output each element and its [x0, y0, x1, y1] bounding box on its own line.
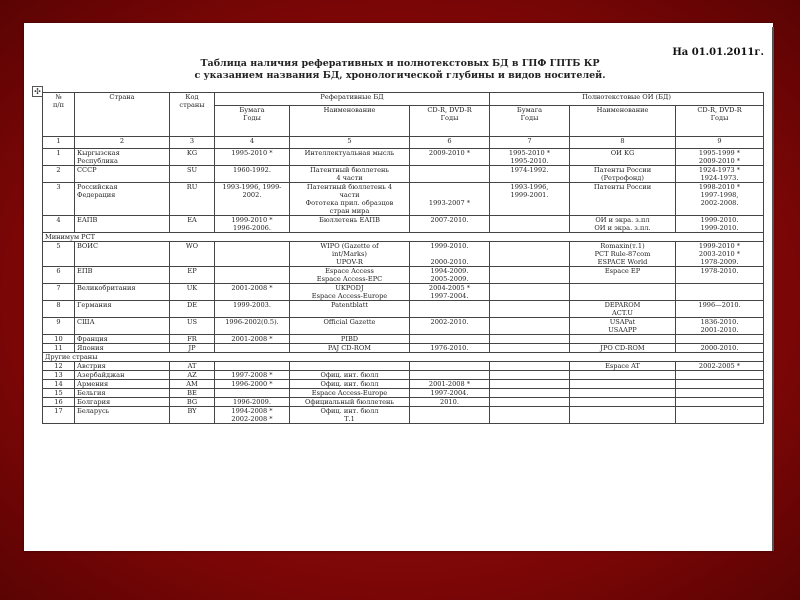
- header-group-full: Полнотекстовые ОИ (БД): [490, 93, 764, 106]
- ref-cd-years: [410, 301, 490, 318]
- ref-db-name: Official Gazette: [290, 318, 410, 335]
- table-row: [43, 344, 764, 353]
- country-cell: Болгария: [75, 398, 170, 407]
- ref-db-name: Espace Access Espace Access-EPC: [290, 267, 410, 284]
- country-code-cell: AZ: [170, 371, 215, 380]
- full-cd-years: [676, 389, 764, 398]
- full-db-name: [570, 380, 676, 389]
- full-paper-years: [490, 407, 570, 424]
- table-row: [43, 407, 764, 424]
- ref-db-name: UKPODJ Espace Access-Europe: [290, 284, 410, 301]
- ref-db-name: Интеллектуальная мысль: [290, 149, 410, 166]
- table-move-handle-icon[interactable]: ✣: [32, 86, 43, 97]
- full-db-name: USAPat USAAPP: [570, 318, 676, 335]
- country-code-cell: KG: [170, 149, 215, 166]
- column-numbers-row: [43, 137, 764, 149]
- ref-cd-years: 2004-2005 * 1997-2004.: [410, 284, 490, 301]
- ref-paper-years: [215, 344, 290, 353]
- country-cell: Япония: [75, 344, 170, 353]
- ref-db-name: Патентный бюллетень 4 части Фототека прил. образцов стран мира: [290, 183, 410, 216]
- ref-paper-years: 1996-2009.: [215, 398, 290, 407]
- table-row: [43, 389, 764, 398]
- header-ref-name: Наименование: [290, 106, 410, 137]
- full-cd-years: 1998-2010 * 1997-1998, 2002-2008.: [676, 183, 764, 216]
- full-cd-years: [676, 398, 764, 407]
- country-code-cell: AM: [170, 380, 215, 389]
- ref-cd-years: 2007-2010.: [410, 216, 490, 233]
- ref-paper-years: 1996-2002(0.5).: [215, 318, 290, 335]
- row-number: 15: [43, 389, 75, 398]
- row-number: 7: [43, 284, 75, 301]
- ref-db-name: [290, 362, 410, 371]
- ref-db-name: PIBD: [290, 335, 410, 344]
- header-country: Страна: [75, 93, 170, 137]
- table-row: [43, 267, 764, 284]
- full-db-name: [570, 371, 676, 380]
- table-row: [43, 380, 764, 389]
- row-number: 12: [43, 362, 75, 371]
- full-db-name: ОИ и экра. з.пл ОИ и экра. з.пл.: [570, 216, 676, 233]
- header-ref-paper: Бумага Годы: [215, 106, 290, 137]
- row-number: 11: [43, 344, 75, 353]
- country-cell: Франция: [75, 335, 170, 344]
- full-paper-years: 1974-1992.: [490, 166, 570, 183]
- country-cell: ВОИС: [75, 242, 170, 267]
- ref-cd-years: [410, 362, 490, 371]
- ref-cd-years: [410, 407, 490, 424]
- full-db-name: [570, 335, 676, 344]
- databases-table: [42, 92, 764, 424]
- country-cell: США: [75, 318, 170, 335]
- full-paper-years: [490, 398, 570, 407]
- full-paper-years: [490, 267, 570, 284]
- country-code-cell: FR: [170, 335, 215, 344]
- full-db-name: Espace EP: [570, 267, 676, 284]
- country-cell: ЕАПВ: [75, 216, 170, 233]
- country-code-cell: DE: [170, 301, 215, 318]
- full-paper-years: [490, 318, 570, 335]
- header-group-ref: Реферативные БД: [215, 93, 490, 106]
- ref-cd-years: 2010.: [410, 398, 490, 407]
- ref-paper-years: [215, 267, 290, 284]
- country-cell: Бельгия: [75, 389, 170, 398]
- ref-paper-years: 1997-2008 *: [215, 371, 290, 380]
- ref-db-name: Patentblatt: [290, 301, 410, 318]
- ref-db-name: Офиц. инт. бюлл: [290, 371, 410, 380]
- section-label: Другие страны: [43, 353, 764, 362]
- full-db-name: Espace AT: [570, 362, 676, 371]
- ref-db-name: Патентный бюллетень 4 части: [290, 166, 410, 183]
- country-code-cell: EP: [170, 267, 215, 284]
- col-number: 7: [490, 137, 570, 149]
- full-cd-years: 1978-2010.: [676, 267, 764, 284]
- ref-cd-years: 1976-2010.: [410, 344, 490, 353]
- table-row: [43, 301, 764, 318]
- full-cd-years: 1924-1973 * 1924-1973.: [676, 166, 764, 183]
- ref-cd-years: 2002-2010.: [410, 318, 490, 335]
- ref-paper-years: 1999-2010 * 1996-2006.: [215, 216, 290, 233]
- row-number: 3: [43, 183, 75, 216]
- country-code-cell: US: [170, 318, 215, 335]
- col-number: 4: [215, 137, 290, 149]
- country-code-cell: UK: [170, 284, 215, 301]
- document-title-line-1: Таблица наличия реферативных и полнотекстовых БД в ГПФ ГПТБ КР: [200, 58, 600, 69]
- ref-paper-years: 1993-1996, 1999- 2002.: [215, 183, 290, 216]
- row-number: 14: [43, 380, 75, 389]
- ref-paper-years: 2001-2008 *: [215, 335, 290, 344]
- full-paper-years: [490, 362, 570, 371]
- full-cd-years: 2000-2010.: [676, 344, 764, 353]
- table-row: [43, 371, 764, 380]
- row-number: 9: [43, 318, 75, 335]
- country-cell: Кыргызская Республика: [75, 149, 170, 166]
- col-number: 2: [75, 137, 170, 149]
- full-paper-years: [490, 242, 570, 267]
- full-cd-years: 1995-1999 * 2009-2010 *: [676, 149, 764, 166]
- country-cell: СССР: [75, 166, 170, 183]
- full-paper-years: [490, 371, 570, 380]
- full-cd-years: 1996—2010.: [676, 301, 764, 318]
- full-db-name: [570, 398, 676, 407]
- col-number: 3: [170, 137, 215, 149]
- row-number: 6: [43, 267, 75, 284]
- table-row: [43, 335, 764, 344]
- full-cd-years: [676, 407, 764, 424]
- full-cd-years: [676, 284, 764, 301]
- col-number: 6: [410, 137, 490, 149]
- ref-db-name: Официальный бюллетень: [290, 398, 410, 407]
- section-label: Минимум PCT: [43, 233, 764, 242]
- full-cd-years: 1836-2010. 2001-2010.: [676, 318, 764, 335]
- row-number: 1: [43, 149, 75, 166]
- ref-paper-years: 1995-2010 *: [215, 149, 290, 166]
- ref-db-name: Espace Access-Europe: [290, 389, 410, 398]
- full-paper-years: [490, 344, 570, 353]
- ref-paper-years: [215, 389, 290, 398]
- full-paper-years: [490, 380, 570, 389]
- country-code-cell: BG: [170, 398, 215, 407]
- country-cell: Азербайджан: [75, 371, 170, 380]
- full-db-name: ОИ KG: [570, 149, 676, 166]
- full-db-name: [570, 284, 676, 301]
- header-no: № п/п: [43, 93, 75, 137]
- row-number: 16: [43, 398, 75, 407]
- ref-paper-years: [215, 242, 290, 267]
- table-row: [43, 216, 764, 233]
- country-cell: Австрия: [75, 362, 170, 371]
- header-full-paper: Бумага Годы: [490, 106, 570, 137]
- full-paper-years: [490, 216, 570, 233]
- row-number: 5: [43, 242, 75, 267]
- full-paper-years: [490, 284, 570, 301]
- ref-paper-years: [215, 362, 290, 371]
- row-number: 17: [43, 407, 75, 424]
- country-code-cell: SU: [170, 166, 215, 183]
- header-full-name: Наименование: [570, 106, 676, 137]
- page-shadow: [772, 27, 774, 551]
- ref-cd-years: 2001-2008 *: [410, 380, 490, 389]
- full-paper-years: [490, 301, 570, 318]
- col-number: 9: [676, 137, 764, 149]
- full-cd-years: [676, 335, 764, 344]
- full-db-name: JPO CD-ROM: [570, 344, 676, 353]
- country-cell: Великобритания: [75, 284, 170, 301]
- ref-db-name: PAJ CD-ROM: [290, 344, 410, 353]
- country-code-cell: AT: [170, 362, 215, 371]
- full-paper-years: 1993-1996, 1999-2001.: [490, 183, 570, 216]
- full-cd-years: 1999-2010. 1999-2010.: [676, 216, 764, 233]
- row-number: 13: [43, 371, 75, 380]
- ref-db-name: Бюллетень ЕАПВ: [290, 216, 410, 233]
- table-row: [43, 318, 764, 335]
- ref-cd-years: 2009-2010 *: [410, 149, 490, 166]
- row-number: 8: [43, 301, 75, 318]
- ref-paper-years: 1994-2008 * 2002-2008 *: [215, 407, 290, 424]
- ref-db-name: Офиц. инт. бюлл: [290, 380, 410, 389]
- header-full-cd: CD-R, DVD-R Годы: [676, 106, 764, 137]
- full-db-name: DEPAROM ACT.U: [570, 301, 676, 318]
- table-row: [43, 242, 764, 267]
- ref-cd-years: 1994-2009. 2005-2009.: [410, 267, 490, 284]
- col-number: 8: [570, 137, 676, 149]
- country-cell: ЕПВ: [75, 267, 170, 284]
- ref-db-name: Офиц. инт. бюлл Т.1: [290, 407, 410, 424]
- document-date: На 01.01.2011г.: [672, 47, 764, 58]
- ref-db-name: WIPO (Gazette of int/Marks) UPOV-R: [290, 242, 410, 267]
- ref-cd-years: [410, 335, 490, 344]
- full-db-name: Патенты России: [570, 183, 676, 216]
- country-code-cell: WO: [170, 242, 215, 267]
- country-code-cell: BY: [170, 407, 215, 424]
- ref-cd-years: [410, 166, 490, 183]
- full-db-name: [570, 389, 676, 398]
- full-cd-years: [676, 380, 764, 389]
- section-row-pct: [43, 233, 764, 242]
- full-cd-years: [676, 371, 764, 380]
- ref-cd-years: [410, 371, 490, 380]
- table-row: [43, 362, 764, 371]
- full-paper-years: [490, 389, 570, 398]
- col-number: 5: [290, 137, 410, 149]
- country-code-cell: RU: [170, 183, 215, 216]
- table-row: [43, 166, 764, 183]
- col-number: 1: [43, 137, 75, 149]
- table-row: [43, 149, 764, 166]
- table-row: [43, 284, 764, 301]
- header-code: Код страны: [170, 93, 215, 137]
- country-cell: Беларусь: [75, 407, 170, 424]
- full-cd-years: 1999-2010 * 2003-2010 * 1978-2009.: [676, 242, 764, 267]
- table-header-row: [43, 93, 764, 106]
- table-row: [43, 398, 764, 407]
- section-row-other: [43, 353, 764, 362]
- country-cell: Германия: [75, 301, 170, 318]
- ref-cd-years: 1999-2010. 2000-2010.: [410, 242, 490, 267]
- country-code-cell: BE: [170, 389, 215, 398]
- country-cell: Армения: [75, 380, 170, 389]
- document-title-line-2: с указанием названия БД, хронологической глубины и видов носителей.: [194, 70, 606, 81]
- ref-paper-years: 2001-2008 *: [215, 284, 290, 301]
- full-cd-years: 2002-2005 *: [676, 362, 764, 371]
- ref-cd-years: 1993-2007 *: [410, 183, 490, 216]
- header-ref-cd: CD-R, DVD-R Годы: [410, 106, 490, 137]
- table-row: [43, 183, 764, 216]
- full-db-name: Патенты России (Ретрофонд): [570, 166, 676, 183]
- country-cell: Российская Федерация: [75, 183, 170, 216]
- ref-paper-years: 1996-2000 *: [215, 380, 290, 389]
- full-paper-years: 1995-2010 * 1995-2010.: [490, 149, 570, 166]
- row-number: 4: [43, 216, 75, 233]
- ref-paper-years: 1999-2003.: [215, 301, 290, 318]
- full-db-name: Romaxin(т.1) PCT Rule-87com ESPACE World: [570, 242, 676, 267]
- full-paper-years: [490, 335, 570, 344]
- row-number: 10: [43, 335, 75, 344]
- full-db-name: [570, 407, 676, 424]
- country-code-cell: EA: [170, 216, 215, 233]
- country-code-cell: JP: [170, 344, 215, 353]
- ref-paper-years: 1960-1992.: [215, 166, 290, 183]
- row-number: 2: [43, 166, 75, 183]
- ref-cd-years: 1997-2004.: [410, 389, 490, 398]
